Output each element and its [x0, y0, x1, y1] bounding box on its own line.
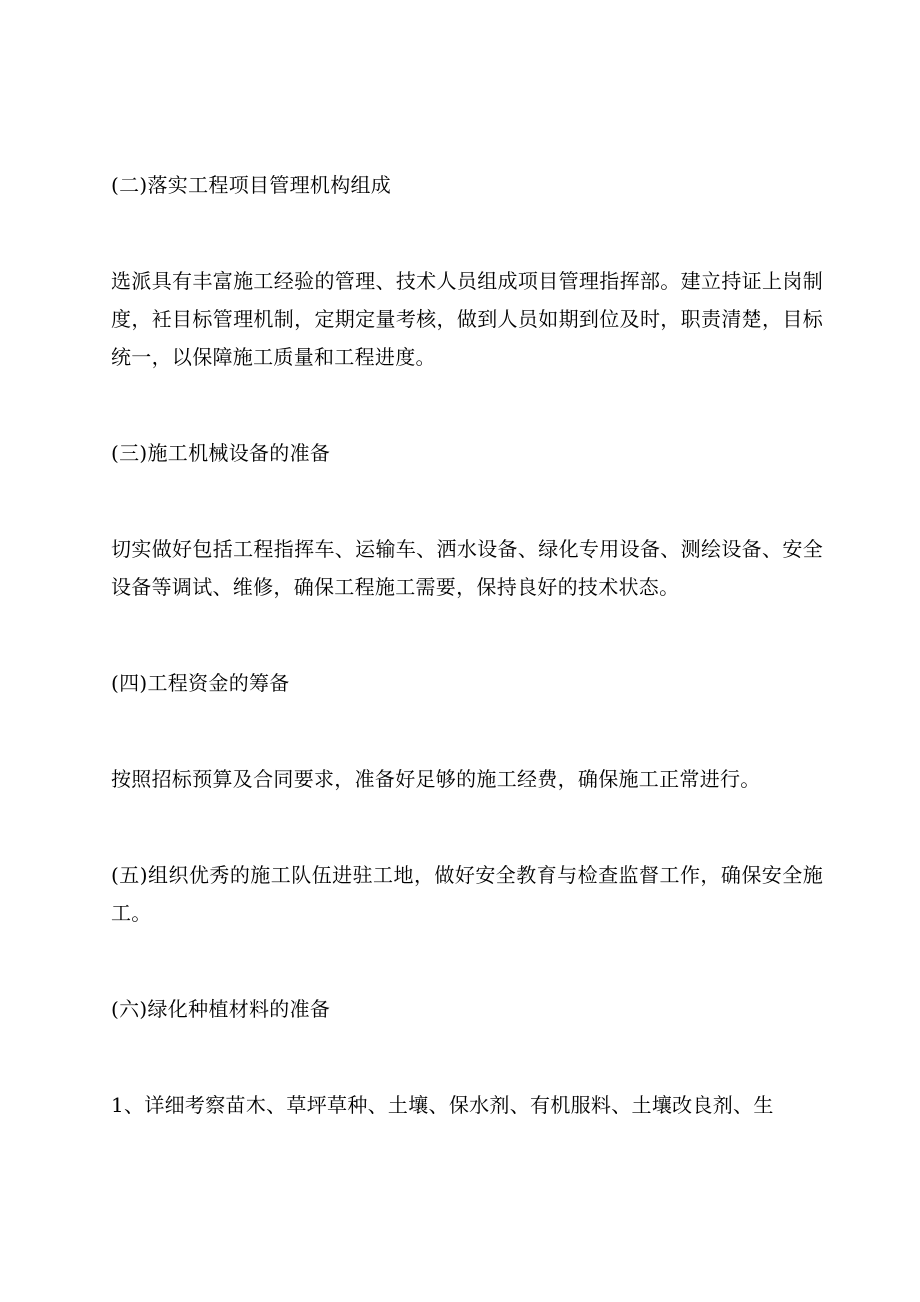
section-heading-4: (四)工程资金的筹备 [111, 671, 290, 695]
section-heading-2: (二)落实工程项目管理机构组成 [111, 173, 392, 197]
section-heading-6: (六)绿化种植材料的准备 [111, 997, 331, 1021]
paragraph-management: 选派具有丰富施工经验的管理、技术人员组成项目管理指挥部。建立持证上岗制度，衽目标管理机制，定期定量考核，做到人员如期到位及时，职责清楚，目标统一，以保障施工质量和工程进度。 [111, 269, 823, 369]
paragraph-materials: 1、详细考察苗木、草坪草种、土壤、保水剂、有机服料、土壤改良剂、生 [111, 1093, 774, 1117]
paragraph-equipment: 切实做好包括工程指挥车、运输车、洒水设备、绿化专用设备、测绘设备、安全设备等调试、维修，确保工程施工需要，保持良好的技术状态。 [111, 537, 823, 599]
section-heading-5: (五)组织优秀的施工队伍进驻工地，做好安全教育与检查监督工作，确保安全施工。 [111, 863, 823, 925]
section-heading-3: (三)施工机械设备的准备 [111, 441, 331, 465]
document-body [111, 166, 823, 1124]
paragraph-funding: 按照招标预算及合同要求，准备好足够的施工经费，确保施工正常进行。 [111, 767, 761, 791]
